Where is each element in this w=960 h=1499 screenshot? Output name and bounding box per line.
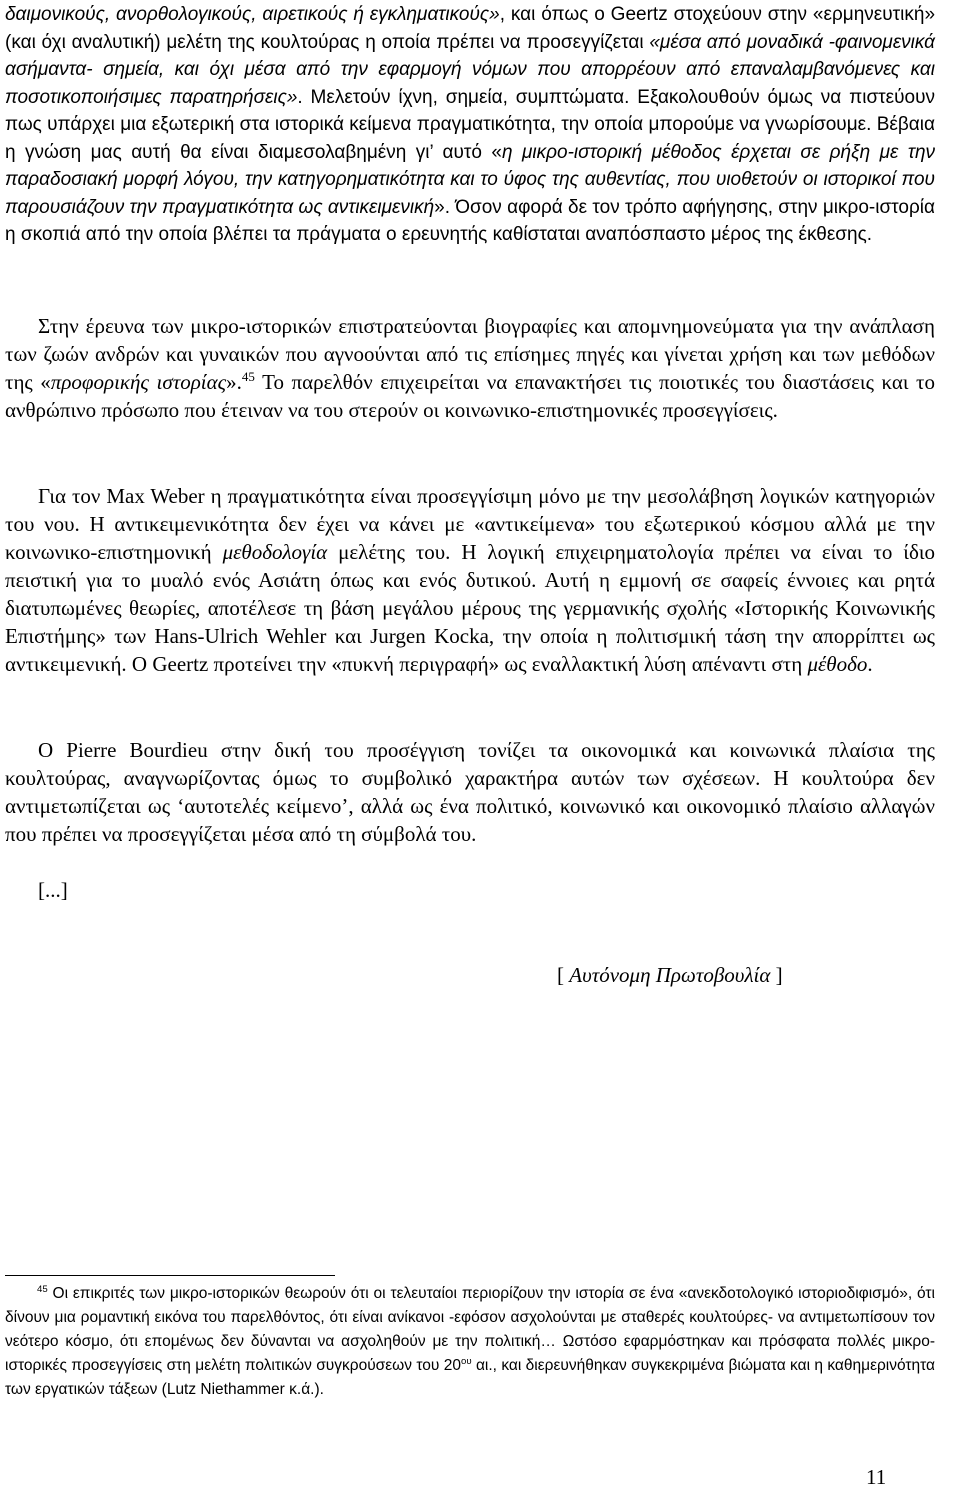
body-paragraph-3 (5, 482, 935, 678)
footnote-45 (5, 1282, 935, 1402)
signature (557, 961, 783, 989)
text-run: Ο Pierre Bourdieu στην δική του προσέγγιση τονίζει τα οικονομικά και κοινωνικά πλαίσια της κουλτούρας, αναγνωρίζοντας όμως το συμβολικό χαρακτήρα αυτών των σχέσεων. Η κουλτούρα δεν αντιμετωπίζεται ως ‘αυτοτελές κείμενο’, αλλά ως ένα πολιτικό, κοινωνικό και οικονομικό πλαίσιο αλλαγών που πρέπει να προσεγγίζεται μέσα από τη σύμβολά του. (5, 738, 935, 846)
italic-quote: «μέσα από μοναδικά -φαινομενικά ασήμαντα- σημεία, και όχι μέσα από την εφαρμογή νόμων που απορρέουν από επαναλαμβανόμενες και ποσοτικοποιήσιμες παρατηρήσεις» (5, 31, 935, 108)
text-run: , και όπως ο Geertz στοχεύουν στην «ερμηνευτική» (και όχι αναλυτική) μελέτη της κουλτούρας η οποία πρέπει να προσεγγίζεται (5, 4, 936, 53)
text-run: Στην έρευνα των μικρο-ιστορικών επιστρατεύονται βιογραφίες και απομνημονεύματα για την ανάπλαση των ζωών ανδρών και γυναικών που αγνοούνται από τις επίσημες πηγές και γίνεται χρήση και των μεθόδων της « (5, 314, 935, 394)
text-run: Για τον Max Weber η πραγματικότητα είναι προσεγγίσιμη μόνο με την μεσολάβηση λογικών κατηγοριών του νου. Η αντικειμενικότητα δεν έχει να κάνει με «αντικείμενα» του εξωτερικού κόσμου αλλά με την κοινωνικο-επιστημονική (5, 484, 935, 564)
italic-phrase: μεθοδολογία (222, 540, 328, 564)
italic-phrase: μέθοδο (807, 652, 868, 676)
text-run: αι., και διερευνήθηκαν συγκεκριμένα βιώματα και η καθημερινότητα των εργατικών τάξεων (Lutz Niethammer κ.ά.). (5, 1357, 935, 1398)
text-run: . Μελετούν ίχνη, σημεία, συμπτώματα. Εξακολουθούν όμως να πιστεύουν πως υπάρχει μια εξωτερική στα ιστορικά κείμενα πραγματικότητα, την οποία μπορούμε να γνωρίσουμε. Βέβαια η γνώση μας αυτή θα είναι διαμεσολαβημένη γι’ αυτό « (5, 86, 935, 163)
text-run: ». Όσον αφορά δε τον τρόπο αφήγησης, στην μικρο-ιστορία η σκοπιά από την οποία βλέπει τα πράγματα ο ερευνητής καθίσταται αναπόσπαστο μέρος της έκθεσης. (5, 196, 935, 245)
superscript: ου (460, 1355, 472, 1367)
italic-phrase: προφορικής ιστορίας (50, 370, 227, 394)
text-run: Οι επικριτές των μικρο-ιστορικών θεωρούν ότι οι τελευταίοι περιορίζουν την ιστορία σε ένα «ανεκδοτολογικό ιστοριοδιφισμό», ότι δίνουν μια ρομαντική εικόνα του παρελθόντος, ότι είναι ανίκανοι -εφόσον ασχολούνται με σταθερές κουλτούρες- να αντιμετωπίσουν τον νεότερο κόσμο, ότι επομένως δεν δύνανται να ασχοληθούν με την πολιτική… Ωστόσο εφαρμόστηκαν και πρόσφατα πολλές μικρο-ιστορικές προσεγγίσεις στη μελέτη πολιτικών συγκρούσεων του 20 (5, 1285, 935, 1374)
text-run: μελέτης του. Η λογική επιχειρηματολογία πρέπει να είναι το ίδιο πειστική για το μυαλό ενός Ασιάτη όπως και ενός δυτικού. Αυτή η εμμονή σε σαφείς έννοιες και ρητά διατυπωμένες θεωρίες, αποτέλεσε τη βάση μεγάλου μέρους της γερμανικής σχολής «Ιστορικής Κοινωνικής Επιστήμης» των Hans-Ulrich Wehler και Jurgen Kocka, την οποία η πολιτισμική τάση την απορρίπτει ως αντικειμενική. Ο Geertz προτείνει την «πυκνή περιγραφή» ως εναλλακτική λύση απέναντι στη (5, 540, 935, 676)
ellipsis-marker: [...] (38, 878, 68, 902)
footnote-ref[interactable]: 45 (241, 369, 255, 384)
body-paragraph-1 (5, 1, 935, 249)
text-run: ». (226, 370, 242, 394)
text-run: Το παρελθόν επιχειρείται να επανακτήσει τις ποιοτικές του διαστάσεις και το ανθρώπινο πρόσωπο που έτειναν να του στερούν οι κοινωνικο-επιστημονικές προσεγγίσεις. (5, 370, 935, 422)
body-paragraph-2 (5, 312, 935, 424)
text-run: . (867, 652, 873, 676)
italic-quote: η μικρο-ιστορική μέθοδος έρχεται σε ρήξη με την παραδοσιακή μορφή λόγου, την κατηγορηματικότητα και το ύφος της αυθεντίας, που υιοθετούν οι ιστορικοί που παρουσιάζουν την πραγματικότητα ως αντικειμενική (5, 141, 935, 218)
page-number: 11 (866, 1465, 887, 1489)
footnote-number: 45 (37, 1283, 48, 1295)
signature-name: Αυτόνομη Πρωτοβουλία (569, 963, 771, 987)
italic-phrase: δαιμονικούς, ανορθολογικούς, αιρετικούς ή εγκληματικούς» (5, 4, 500, 25)
bracket-open: [ (557, 963, 570, 987)
body-paragraph-4 (5, 736, 935, 848)
bracket-close: ] (770, 963, 783, 987)
footnote-separator (5, 1275, 335, 1276)
